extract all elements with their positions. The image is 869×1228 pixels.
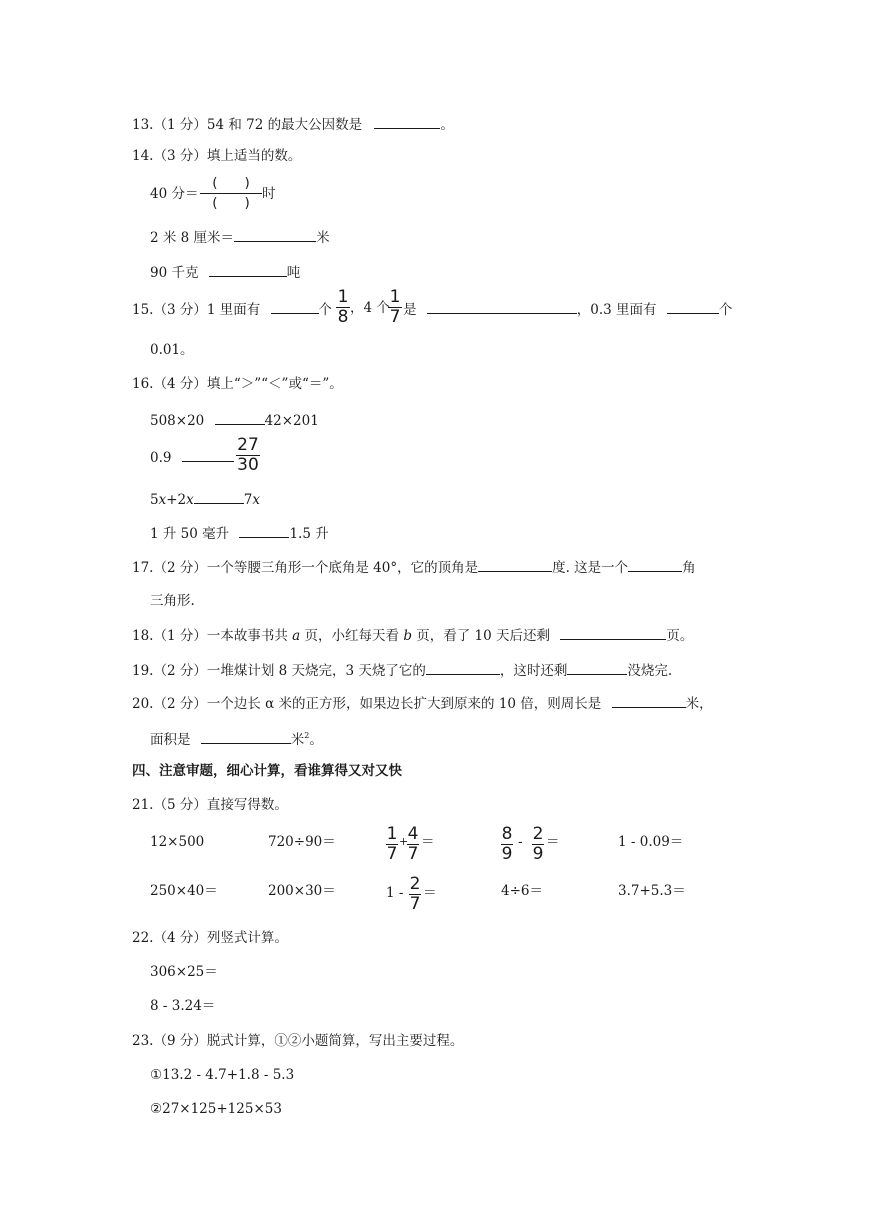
answer-blank[interactable] [194, 489, 244, 504]
question-13-text: 13.（1 分）54 和 72 的最大公因数是 [132, 117, 363, 133]
q23-item-a: ①13.2 - 4.7+1.8 - 5.3 [150, 1067, 295, 1083]
answer-blank[interactable] [560, 625, 666, 640]
q22-item-a: 306×25＝ [150, 964, 218, 980]
answer-blank[interactable] [374, 114, 440, 129]
question-15-text: 15.（3 分）1 里面有 个 [132, 299, 332, 319]
question-23: 23.（9 分）脱式计算，①②小题简算，写出主要过程。 [132, 1033, 464, 1049]
question-13: 13.（1 分）54 和 72 的最大公因数是 。 [132, 114, 454, 134]
question-20: 20.（2 分）一个边长 α 米的正方形，如果边长扩大到原来的 10 倍，则周长是 米， [132, 693, 713, 713]
question-21: 21.（5 分）直接写得数。 [132, 797, 288, 813]
fraction-one-seventh: 1 7 [389, 287, 401, 327]
q21-r2c2: 200×30＝ [268, 883, 336, 899]
q16-item-b: 0.9 [150, 447, 234, 467]
section-heading: 四、注意审题，细心计算，看谁算得又对又快 [132, 763, 402, 779]
answer-blank[interactable] [478, 557, 552, 572]
answer-blank[interactable] [427, 299, 577, 314]
q14-fraction-blank[interactable]: ( ) ( ) [200, 175, 262, 212]
q21-r1c4-frac1: 8 9 [501, 824, 513, 864]
q21-r1c5: 1 - 0.09＝ [618, 834, 684, 850]
question-17-continuation: 三角形. [150, 593, 195, 609]
q21-r2c5: 3.7+5.3＝ [618, 883, 686, 899]
answer-blank[interactable] [182, 447, 234, 462]
fraction-one-eighth: 1 8 [337, 287, 349, 327]
answer-blank[interactable] [426, 660, 500, 675]
q16-item-a: 508×20 42×201 [150, 410, 319, 430]
q23-item-b: ②27×125+125×53 [150, 1101, 282, 1117]
q16-item-d: 1 升 50 毫升 1.5 升 [150, 523, 329, 543]
answer-blank[interactable] [215, 410, 265, 425]
q21-r1c4-frac2: 2 9 [532, 824, 544, 864]
q21-r1c3-frac2: 4 7 [407, 824, 419, 864]
q21-r2c4: 4÷6＝ [501, 883, 543, 899]
question-22: 22.（4 分）列竖式计算。 [132, 930, 288, 946]
q14-item-a-left: 40 分＝ [150, 186, 199, 202]
question-18: 18.（1 分）一本故事书共 a 页，小红每天看 b 页，看了 10 天后还剩 页。 [132, 625, 693, 645]
answer-blank[interactable] [612, 693, 686, 708]
question-15-continuation: 0.01。 [150, 342, 194, 358]
question-16: 16.（4 分）填上“＞”“＜”或“＝”。 [132, 376, 343, 392]
question-14: 14.（3 分）填上适当的数。 [132, 148, 302, 164]
question-19: 19.（2 分）一堆煤计划 8 天烧完，3 天烧了它的 ，这时还剩 没烧完. [132, 660, 672, 680]
q22-item-b: 8 - 3.24＝ [150, 998, 216, 1014]
q14-item-c: 90 千克 吨 [150, 262, 300, 282]
answer-blank[interactable] [239, 523, 289, 538]
q21-r1c2: 720÷90＝ [268, 834, 336, 850]
answer-blank[interactable] [201, 729, 291, 744]
fraction-27-30: 27 30 [237, 435, 259, 475]
q21-r2c1: 250×40＝ [150, 883, 218, 899]
worksheet-page: 13.（1 分）54 和 72 的最大公因数是 。 14.（3 分）填上适当的数。 40 分＝ ( ) ( ) 时 2 米 8 厘米＝ 米 90 千克 吨 15.（3 分）1 里面有 个 1 8 ，4 个 1 7 是 ，0.3 里面有 个 0.01。 16.（4 分）填上“＞”“＜”或“＝”。 508×20 42×201 0.9 27 30 5x+2x 7x 1 升 50 毫升 1.5 升 17.（2 分）一个等腰三角形一个底角是 40°，它的顶角是 度. 这是一个 角 三角形. 18.（1 分）一本故事书共 a 页，小红每天看 b 页，看了 10 天后还剩 页。 19.（2 分）一堆煤计划 8 天烧完，3 天烧了它的 ，这时还剩 没烧完. 20.（2 分）一个边长 α 米的正方形，如果边长扩大到原来的 10 倍，则周长是 米， 面积是 米$^2$。 四、注意审题，细心计算，看谁算得又对又快 21.（5 分）直接写得数。 12×500 720÷90＝ 1 7 + 4 7 ＝ 8 9 - 2 9 ＝ 1 - 0.09＝ 250×40＝ 200×30＝ 1 - 2 7 ＝ 4÷6＝ 3.7+5.3＝ 22.（4 分）列竖式计算。 306×25＝ 8 - 3.24＝ 23.（9 分）脱式计算，①②小题简算，写出主要过程。 ①13.2 - 4.7+1.8 - 5.3 ②27×125+125×53 [0, 0, 869, 1228]
question-17: 17.（2 分）一个等腰三角形一个底角是 40°，它的顶角是 度. 这是一个 角 [132, 557, 696, 577]
q21-r1c1: 12×500 [150, 834, 205, 850]
answer-blank[interactable] [271, 299, 319, 314]
answer-blank[interactable] [234, 227, 316, 242]
answer-blank[interactable] [667, 299, 719, 314]
q21-r1c3-frac1: 1 7 [386, 824, 398, 864]
answer-blank[interactable] [209, 262, 287, 277]
q16-item-c: 5x+2x 7x [150, 489, 260, 509]
question-20-continuation: 面积是 米$^2$。 [150, 731, 323, 748]
q21-r2c3-frac: 2 7 [409, 874, 421, 914]
answer-blank[interactable] [628, 557, 682, 572]
q14-item-b: 2 米 8 厘米＝ 米 [150, 227, 330, 247]
answer-blank[interactable] [567, 660, 627, 675]
q14-item-a-unit: 时 [262, 186, 276, 202]
